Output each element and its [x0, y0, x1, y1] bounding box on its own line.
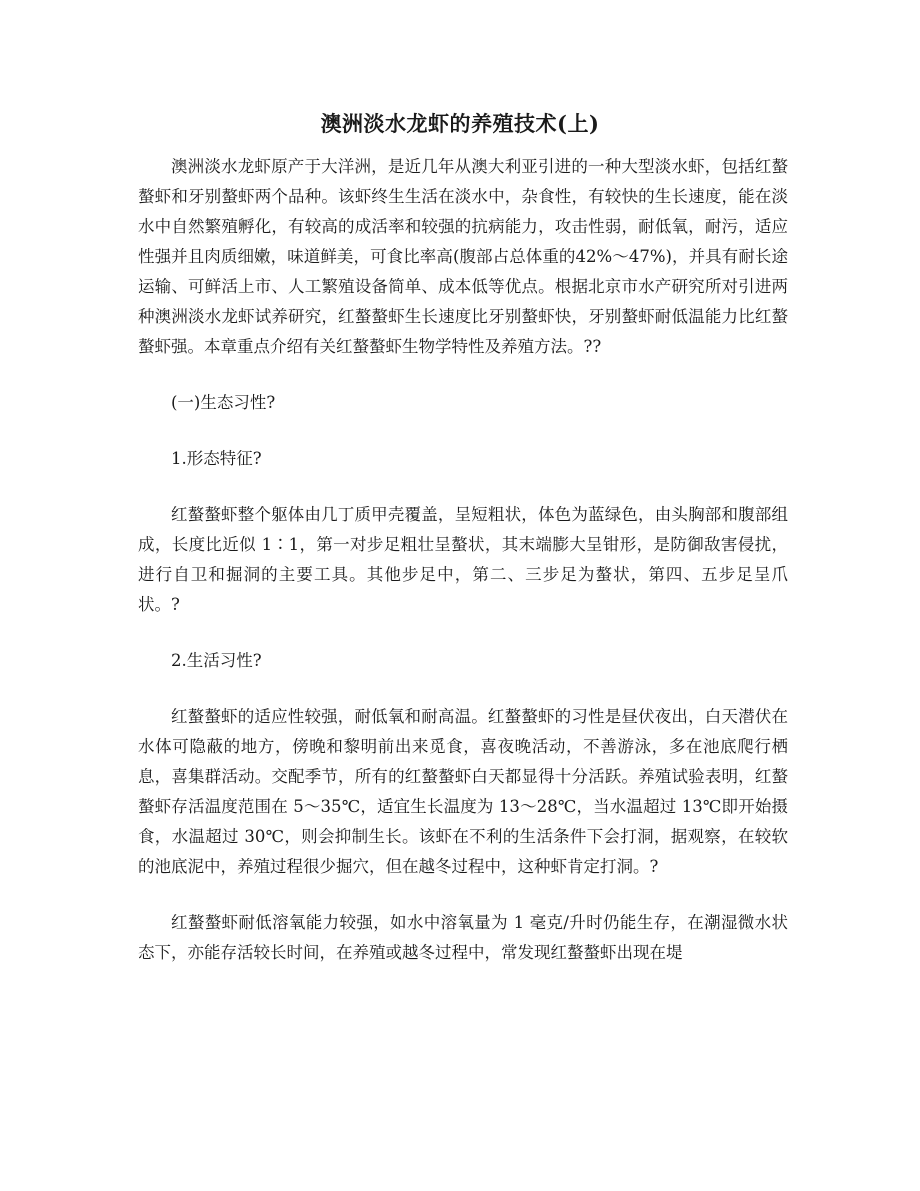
document-title: 澳洲淡水龙虾的养殖技术(上) — [320, 111, 600, 136]
section-heading-ecology: (一)生态习性? — [171, 393, 276, 412]
paragraph-oxygen: 红螯螯虾耐低溶氧能力较强，如水中溶氧量为 1 毫克/升时仍能生存，在潮湿微水状态下，亦能存活较长时间，在养殖或越冬过程中，常发现红螯螯虾出现在堤 — [138, 913, 788, 962]
document-body — [138, 152, 788, 968]
paragraph-intro: 澳洲淡水龙虾原产于大洋洲，是近几年从澳大利亚引进的一种大型淡水虾，包括红螯螯虾和牙别螯虾两个品种。该虾终生生活在淡水中，杂食性，有较快的生长速度，能在淡水中自然繁殖孵化，有较高的成活率和较强的抗病能力，攻击性弱，耐低氧，耐污，适应性强并且肉质细嫩，味道鲜美，可食比率高(腹部占总体重的42%～47%)，并具有耐长途运输、可鲜活上市、人工繁殖设备简单、成本低等优点。根据北京市水产研究所对引进两种澳洲淡水龙虾试养研究，红螯螯虾生长速度比牙别螯虾快，牙别螯虾耐低温能力比红螯螯虾强。本章重点介绍有关红螯螯虾生物学特性及养殖方法。?? — [138, 157, 788, 356]
subsection-heading-habits: 2.生活习性? — [171, 651, 262, 670]
paragraph-habits: 红螯螯虾的适应性较强，耐低氧和耐高温。红螯螯虾的习性是昼伏夜出，白天潜伏在水体可隐蔽的地方，傍晚和黎明前出来觅食，喜夜晚活动，不善游泳，多在池底爬行栖息，喜集群活动。交配季节，所有的红螯螯虾白天都显得十分活跃。养殖试验表明，红螯螯虾存活温度范围在 5～35℃，适宜生长温度为 13～28℃，当水温超过 13℃即开始摄食，水温超过 30℃，则会抑制生长。该虾在不利的生活条件下会打洞，据观察，在较软的池底泥中，养殖过程很少掘穴，但在越冬过程中，这种虾肯定打洞。? — [138, 707, 788, 876]
paragraph-morphology: 红螯螯虾整个躯体由几丁质甲壳覆盖，呈短粗状，体色为蓝绿色，由头胸部和腹部组成，长度比近似 1∶1，第一对步足粗壮呈螯状，其末端膨大呈钳形，是防御敌害侵扰，进行自卫和掘洞的主要工具。其他步足中，第二、三步足为螯状，第四、五步足呈爪状。? — [138, 505, 788, 614]
subsection-heading-morphology: 1.形态特征? — [171, 449, 262, 468]
